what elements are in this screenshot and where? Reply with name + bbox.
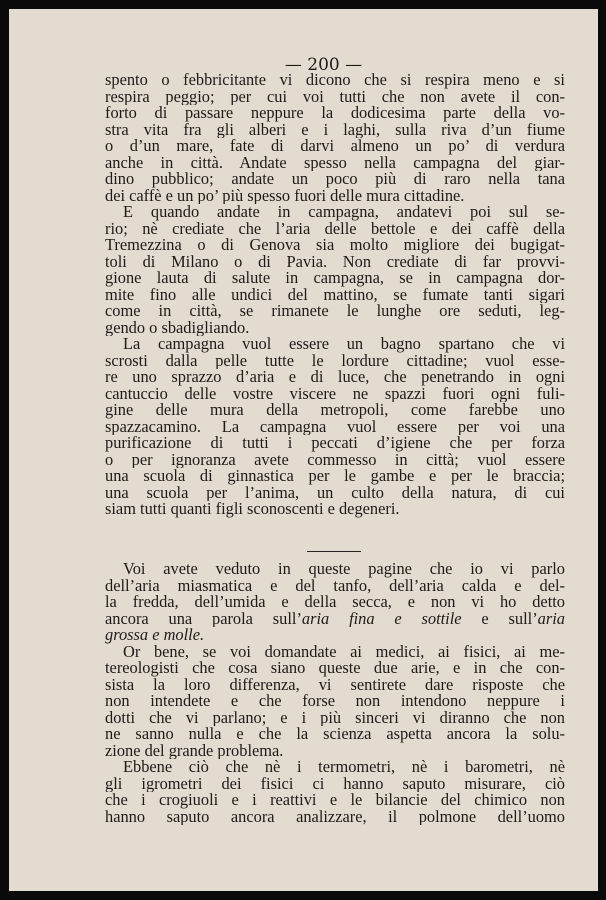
section-divider	[307, 551, 361, 552]
text-line: toli di Milano o di Pavia. Non crediate di far provvi-	[105, 253, 565, 270]
text-line: spazzacamino. La campagna vuol essere per voi una	[105, 418, 565, 435]
text-span: ancora una parola sull’	[105, 610, 302, 627]
text-line: hanno saputo ancora analizzare, il polmone dell’uomo	[105, 808, 565, 825]
text-line: E quando andate in campagna, andatevi poi sul se-	[123, 204, 565, 221]
text-line: Tremezzina o di Genova sia molto migliore dei bugigat-	[105, 237, 565, 254]
text-line: Voi avete veduto in queste pagine che io vi parlo	[123, 561, 565, 578]
text-line: gione lauta di salute in campagna, se in campagna dor-	[105, 270, 565, 287]
text-line: dell’aria miasmatica e del tanfo, dell’aria calda e del-	[105, 577, 565, 594]
text-line: mite fino alle undici del mattino, se fumate tanti sigari	[105, 286, 565, 303]
text-line: rio; nè crediate che l’aria delle bettole e dei caffè della	[105, 220, 565, 237]
text-line: purificazione di tutti i peccati d’igiene che per forza	[105, 435, 565, 452]
text-line: gine delle mura della metropoli, come farebbe uno	[105, 402, 565, 419]
text-line: forto di passare neppure la dodicesima parte della vo-	[105, 105, 565, 122]
text-line: ne sanno nulla e che la scienza aspetta ancora la solu-	[105, 726, 565, 743]
text-line: Ebbene ciò che nè i termometri, nè i barometri, nè	[123, 759, 565, 776]
text-line: La campagna vuol essere un bagno spartano che vi	[123, 336, 565, 353]
text-line: gli igrometri dei fisici ci hanno saputo misurare, ciò	[105, 775, 565, 792]
text-line: sista la loro differenza, vi sentirete dare risposte che	[105, 676, 565, 693]
book-page	[9, 9, 598, 891]
text-line	[105, 627, 565, 644]
text-line: scrosti dalla pelle tutte le lordure cittadine; vuol esse-	[105, 352, 565, 369]
text-line: come in città, se rimanete le lunghe ore seduti, leg-	[105, 303, 565, 320]
text-line: o per ignoranza avete commesso in città; vuol essere	[105, 451, 565, 468]
text-line: che i crogiuoli e i reattivi e le bilancie del chimico non	[105, 792, 565, 809]
text-line: non intendete e che forse non intendono neppure i	[105, 693, 565, 710]
text-line: o d’un mare, fate di darvi almeno un po’ di verdura	[105, 138, 565, 155]
text-line: una scuola per l’anima, un culto della natura, di cui	[105, 484, 565, 501]
text-line: respira peggio; per cui voi tutti che non avete il con-	[105, 88, 565, 105]
text-line: stra vita fra gli alberi e i laghi, sulla riva d’un fiume	[105, 121, 565, 138]
page-number: — 200 —	[284, 55, 363, 75]
text-section-1	[105, 72, 565, 518]
italic-text: aria fina e sottile	[301, 610, 462, 627]
text-line: zione del grande problema.	[105, 742, 284, 759]
text-line: siam tutti quanti figli sconoscenti e degeneri.	[105, 501, 400, 518]
text-line: dino pubblico; andate un poco più di raro nella tana	[105, 171, 565, 188]
text-line: re uno sprazzo d’aria e di luce, che penetrando in ogni	[105, 369, 565, 386]
text-section-2	[105, 561, 565, 825]
text-line: la fredda, dell’umida e della secca, e non vi ho detto	[105, 594, 565, 611]
text-line: gendo o sbadigliando.	[105, 319, 250, 336]
text-line: una scuola di ginnastica per le gambe e per le braccia;	[105, 468, 565, 485]
italic-text: grossa e molle.	[105, 627, 205, 644]
italic-text: aria	[537, 610, 565, 627]
text-line: anche in città. Andate spesso nella campagna del giar-	[105, 154, 565, 171]
text-line: dotti che vi parlano; e i più sinceri vi diranno che non	[105, 709, 565, 726]
text-line: spento o febbricitante vi dicono che si respira meno e si	[105, 72, 565, 89]
text-line: Or bene, se voi domandate ai medici, ai fisici, ai me-	[123, 643, 565, 660]
text-line: dei caffè e un po’ più spesso fuori delle mura cittadine.	[105, 187, 465, 204]
text-line: cantuccio delle vostre viscere ne spazzi fuori ogni fuli-	[105, 385, 565, 402]
text-line	[105, 611, 565, 628]
text-line: tereologisti che cosa siano queste due arie, e in che con-	[105, 660, 565, 677]
text-section-2-rest	[105, 644, 565, 826]
text-span: e sull’	[461, 610, 538, 627]
